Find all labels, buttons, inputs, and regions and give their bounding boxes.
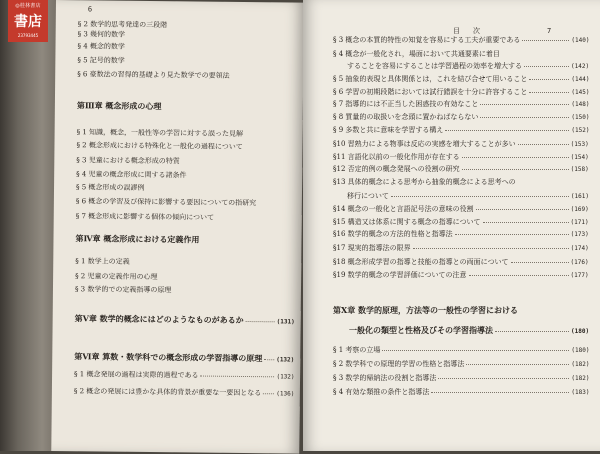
toc-entry-page: (131) — [276, 318, 295, 326]
toc-entry-label: 第Ⅵ章 算数・数学科での概念形成の学習指導の原理 — [74, 351, 263, 364]
dot-leader — [263, 393, 274, 394]
left-toc-row — [77, 101, 299, 112]
right-toc-row — [333, 153, 591, 162]
toc-entry-label: § 6 豪数法の習得的基礎より見た数学での要領法 — [77, 70, 230, 80]
toc-entry-page: (132) — [276, 356, 295, 364]
right-toc-row — [333, 346, 591, 355]
toc-entry-label: § 2 数学的思考発達の三段階 — [77, 20, 168, 30]
toc-entry-page: (152) — [571, 127, 590, 134]
left-toc-row — [75, 257, 297, 268]
toc-entry-label: §10 習熟力による物事は反応の実感を増大することが多い — [333, 140, 516, 148]
toc-entry-page: (144) — [571, 76, 590, 83]
right-toc-row — [333, 258, 591, 267]
toc-entry-label: § 1 数学上の定義 — [75, 257, 130, 266]
dot-leader — [469, 275, 569, 276]
toc-entry-page: (173) — [570, 231, 589, 238]
toc-entry-label: §11 言語化以前の一般化作用が存在する — [333, 153, 460, 161]
toc-entry-label: 第Ⅲ章 概念形成の心理 — [76, 100, 162, 112]
toc-entry-page: (174) — [570, 245, 589, 252]
toc-entry-page: (171) — [570, 219, 589, 226]
toc-entry-page: (145) — [571, 89, 590, 96]
left-toc-row — [77, 56, 299, 67]
toc-entry-label: 第Ⅴ章 数学的概念にはどのようなものがあるか — [74, 313, 244, 325]
left-toc-row — [76, 212, 298, 223]
toc-entry-page: (136) — [276, 390, 295, 398]
toc-entry-label: § 7 指導的には不正当した困惑技の有効なこと — [333, 100, 479, 108]
toc-entry-page: (161) — [570, 193, 589, 200]
right-toc-row — [333, 326, 591, 336]
toc-entry-label: §15 構造又は体系に関する概念の指導について — [333, 218, 481, 226]
dot-leader — [518, 144, 569, 145]
right-toc-row — [333, 218, 591, 227]
toc-entry-label: § 4 概念的数学 — [77, 42, 125, 51]
right-toc-row — [333, 374, 591, 383]
toc-entry-label: § 2 概念の発展には豊かな具体的背景が重要な一要因となる — [73, 387, 262, 398]
toc-entry-label: § 1 概念発展の過程は実際的過程である — [74, 370, 199, 380]
right-page — [303, 0, 600, 451]
dot-leader — [495, 331, 569, 332]
toc-entry-label: § 4 児童の概念形成に関する諸条件 — [76, 170, 187, 180]
right-toc-row — [333, 88, 591, 97]
dot-leader — [480, 104, 569, 105]
right-toc-row — [333, 205, 591, 214]
left-page-number: 6 — [87, 5, 93, 14]
toc-entry-page: (154) — [570, 154, 589, 161]
right-page-number: 7 — [547, 27, 552, 35]
toc-entry-label: することを容易にすることは学習過程の効率を増大する — [333, 62, 522, 70]
right-toc-row — [333, 100, 591, 109]
dot-leader — [445, 130, 569, 131]
dot-leader — [522, 40, 569, 41]
toc-entry-page: (140) — [571, 37, 590, 44]
toc-entry-page: (176) — [570, 259, 589, 266]
toc-entry-page: (182) — [571, 361, 590, 368]
sticker-title: 書店 — [14, 14, 42, 30]
toc-entry-label: § 3 数学的帰納法の役割と指導法 — [333, 374, 437, 382]
toc-entry-page: (142) — [571, 63, 590, 70]
bookstore-sticker — [8, 0, 48, 42]
right-toc-row — [333, 36, 591, 45]
toc-entry-label: § 4 概念が一般化され，場面において共通要素に着目 — [333, 50, 500, 58]
left-toc-row — [75, 272, 297, 283]
dot-leader — [511, 262, 569, 263]
toc-entry-label: § 3 児童における概念形成の特質 — [76, 156, 180, 166]
dot-leader — [200, 375, 274, 377]
left-toc-row — [76, 156, 298, 167]
dot-leader — [391, 196, 569, 197]
left-toc-row — [74, 387, 296, 398]
toc-entry-label: §12 否定的例の概念発展への役割の研究 — [333, 165, 460, 173]
toc-entry-label: § 3 数学的での定義指導の原理 — [74, 285, 172, 295]
dot-leader — [480, 117, 569, 118]
dot-leader — [462, 169, 569, 170]
right-toc-row — [333, 75, 591, 84]
toc-entry-page: (183) — [571, 389, 590, 396]
dot-leader — [246, 321, 275, 322]
right-page-header: 目 次 — [453, 27, 483, 35]
left-toc-row — [76, 170, 298, 181]
toc-entry-label: § 3 概念の本質的特性の知覚を容易にする工夫が重要である — [333, 36, 521, 44]
left-toc-row — [74, 352, 296, 364]
left-toc-row — [74, 370, 296, 381]
left-toc-row — [77, 128, 299, 139]
dot-leader — [438, 378, 569, 379]
toc-entry-label: §16 数学的概念の方法的性格と指導法 — [333, 230, 453, 238]
toc-entry-label: § 2 児童の定義作用の心理 — [75, 272, 158, 282]
toc-entry-label: 第Ⅹ章 数学的原理，方法等の一般性の学習における — [333, 305, 518, 315]
toc-entry-page: (182) — [571, 375, 590, 382]
toc-entry-label: § 1 知識，概念，一般性等の学習に対する誤った見解 — [76, 128, 244, 138]
toc-entry-label: § 7 概念形成に影響する個体の傾向について — [75, 212, 215, 222]
right-toc-row — [333, 126, 591, 135]
toc-entry-page: (180) — [571, 347, 590, 354]
toc-entry-label: § 8 質量的の取扱いを念頭に置かねばならない — [333, 113, 479, 121]
toc-entry-page: (132) — [276, 373, 295, 381]
dot-leader — [529, 92, 569, 93]
toc-entry-page: (148) — [571, 101, 590, 108]
dot-leader — [524, 66, 569, 67]
left-toc-row — [76, 197, 298, 208]
left-toc-row — [76, 183, 298, 194]
right-toc-row — [333, 140, 591, 149]
left-toc-row — [76, 141, 298, 152]
dot-leader — [413, 248, 569, 249]
left-toc-row — [77, 70, 299, 81]
dot-leader — [466, 364, 569, 365]
dot-leader — [382, 350, 569, 351]
right-toc-row — [333, 360, 591, 369]
right-toc-row — [333, 230, 591, 239]
left-toc-row — [75, 234, 297, 245]
left-toc-row — [78, 30, 300, 41]
toc-entry-label: § 5 抽象的表現と具体関係とは，これを結び合せて用いること — [333, 75, 528, 83]
toc-entry-label: § 2 数学科での原理的学習の性格と指導法 — [333, 360, 465, 368]
dot-leader — [476, 209, 569, 210]
right-toc-row — [333, 192, 591, 201]
toc-entry-label: § 6 概念の学習及び保持に影響する要因についての指研究 — [75, 197, 257, 208]
right-toc-row — [333, 165, 591, 174]
toc-entry-label: §13 具体的概念による思考から抽象的概念による思考への — [333, 178, 516, 186]
toc-entry-label: § 5 記号的数学 — [77, 56, 125, 65]
right-toc-row — [333, 244, 591, 253]
toc-entry-label: §14 概念の一般化と言語記号法の意味の役割 — [333, 205, 474, 213]
toc-entry-label: 移行について — [333, 192, 389, 200]
sticker-code: 23793445 — [17, 33, 39, 38]
dot-leader — [483, 222, 569, 223]
left-page — [51, 0, 304, 454]
left-toc-row — [75, 285, 297, 296]
right-toc-row — [333, 50, 591, 59]
toc-entry-page: (150) — [571, 114, 590, 121]
right-toc-row — [333, 306, 591, 315]
toc-entry-label: § 2 概念形成における特殊化と一般化の過程について — [76, 141, 243, 151]
toc-entry-label: § 4 有効な類推の条件と指導法 — [333, 388, 430, 396]
dot-leader — [529, 79, 569, 80]
right-toc-row — [333, 113, 591, 122]
toc-entry-page: (158) — [570, 166, 589, 173]
dot-leader — [455, 234, 569, 235]
dot-leader — [431, 392, 569, 393]
right-toc-row — [333, 62, 591, 71]
toc-entry-label: §19 数学的概念の学習評価についての注意 — [333, 271, 467, 279]
toc-entry-page: (180) — [571, 328, 590, 335]
toc-entry-label: § 3 幾何的数学 — [77, 30, 126, 39]
left-toc-row — [77, 42, 299, 53]
toc-entry-label: § 1 考察の立場 — [333, 346, 381, 354]
right-toc-row — [333, 271, 591, 280]
dot-leader — [264, 359, 274, 360]
toc-entry-page: (177) — [570, 272, 589, 279]
right-toc-row — [333, 178, 591, 187]
toc-entry-page: (169) — [570, 206, 589, 213]
toc-entry-label: § 9 多数と共に意味を学習する構え — [333, 126, 444, 134]
toc-entry-label: §17 現実的指導法の限界 — [333, 244, 411, 252]
toc-entry-label: 一般化の類型と性格及びその学習指導法 — [333, 325, 493, 335]
right-toc-row — [333, 388, 591, 397]
toc-entry-label: 第Ⅳ章 概念形成における定義作用 — [75, 233, 200, 245]
left-toc-row — [75, 314, 297, 326]
toc-entry-label: § 5 概念形成の誤謬例 — [75, 183, 145, 192]
dot-leader — [462, 157, 569, 158]
toc-entry-page: (153) — [570, 141, 589, 148]
toc-entry-label: § 6 学習の初期段階においては試行錯誤を十分に許容すること — [333, 88, 528, 96]
toc-entry-label: §18 概念形成学習の指導と技能の指導との両面について — [333, 258, 509, 266]
sticker-shop-name: ◎桂林書店 — [15, 3, 41, 9]
